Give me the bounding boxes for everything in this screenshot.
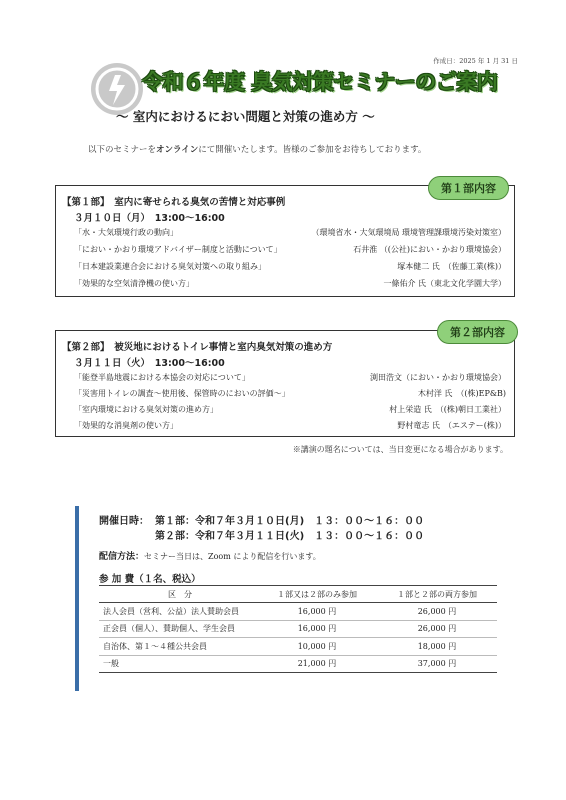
table-row [99,603,497,621]
talk-title: 「効果的な空気清浄機の使い方」 [74,279,194,288]
fee-table [99,585,497,673]
fee-category: 法人会員（営利、公益）法人賛助会員 [99,603,257,621]
intro-online: オンライン [156,145,199,155]
fee-single: 16,000 円 [257,603,377,621]
event-part2-line: 第２部：令和７年３月１１日(火) １３：００～１６：００ [155,531,425,542]
part2-date: ３月１１日（火） 13:00～16:00 [74,358,225,369]
method-label: 配信方法： [99,552,145,562]
table-row [99,620,497,638]
page-title: 令和６年度 臭気対策セミナーのご案内 [142,70,498,94]
talk-speaker: 村上栄造 氏 （(株)朝日工業社） [389,405,506,414]
part2-heading: 【第２部】 被災地におけるトイレ事情と室内臭気対策の進め方 [62,342,333,353]
event-info-section [75,506,495,691]
talk-speaker: 一條佑介 氏（東北文化学園大学） [383,279,506,288]
talk-title: 「効果的な消臭剤の使い方」 [74,421,178,430]
intro-text-2: にて開催いたします。皆様のご参加をお待ちしております。 [198,145,427,155]
part1-badge: 第１部内容 [428,176,509,200]
fee-category: 正会員（個人）、賛助個人、学生会員 [99,620,257,638]
created-date: 作成日：2025 年 1 月 31 日 [433,57,518,65]
talk-speaker: 木村洋 氏 （(株)EP&B) [417,389,506,398]
part2-badge: 第２部内容 [437,320,518,344]
column-header: １部又は２部のみ参加 [257,586,377,603]
column-header: 区 分 [99,586,257,603]
event-part1-line: 第１部：令和７年３月１０日(月) １３：００～１６：００ [155,516,425,527]
column-header: １部と２部の両方参加 [377,586,497,603]
fee-both: 37,000 円 [377,655,497,673]
talk-speaker: 塚本健二 氏 （佐藤工業(株)） [397,262,506,271]
talk-title: 「水・大気環境行政の動向」 [74,228,178,237]
page-subtitle: ～ 室内におけるにおい問題と対策の進め方 ～ [116,109,375,124]
fee-both: 18,000 円 [377,638,497,656]
part2-box [55,330,515,437]
intro-text-1: 以下のセミナーを [88,145,157,155]
fee-single: 16,000 円 [257,620,377,638]
method-text: セミナー当日は、Zoom により配信を行います。 [144,552,321,561]
fee-category: 一般 [99,655,257,673]
talk-title: 「能登半島地震における本協会の対応について」 [74,373,250,382]
fee-both: 26,000 円 [377,603,497,621]
table-row [99,655,497,673]
intro-text [88,143,426,155]
talk-title: 「におい・かおり環境アドバイザー制度と活動について」 [74,245,282,254]
fee-title: 参 加 費（１名、税込） [99,574,201,585]
talk-speaker: 渕田浩文（におい・かおり環境協会） [370,373,506,382]
part1-date: ３月１０日（月） 13:00～16:00 [74,213,225,224]
talk-title: 「災害用トイレの調査～使用後、保管時のにおいの評価～」 [74,389,290,398]
talk-title: 「室内環境における臭気対策の進め方」 [74,405,218,414]
talk-speaker: 野村竜志 氏 （エステー(株)） [397,421,506,430]
talk-title: 「日本建設業連合会における臭気対策への取り組み」 [74,262,266,271]
table-header-row [99,586,497,603]
delivery-method [99,549,321,562]
part1-heading: 【第１部】 室内に寄せられる臭気の苦情と対応事例 [62,197,286,208]
fee-both: 26,000 円 [377,620,497,638]
talk-speaker: （環境省水・大気環境局 環境管理課環境汚染対策室） [311,228,506,237]
fee-single: 10,000 円 [257,638,377,656]
fee-category: 自治体、第１～４種公共会員 [99,638,257,656]
change-note: ※講演の題名については、当日変更になる場合があります。 [292,445,508,454]
part1-box [55,185,515,297]
talk-speaker: 石井淮 （(公社)におい・かおり環境協会） [353,245,506,254]
table-row [99,638,497,656]
fee-single: 21,000 円 [257,655,377,673]
event-date-label: 開催日時： [99,516,149,527]
